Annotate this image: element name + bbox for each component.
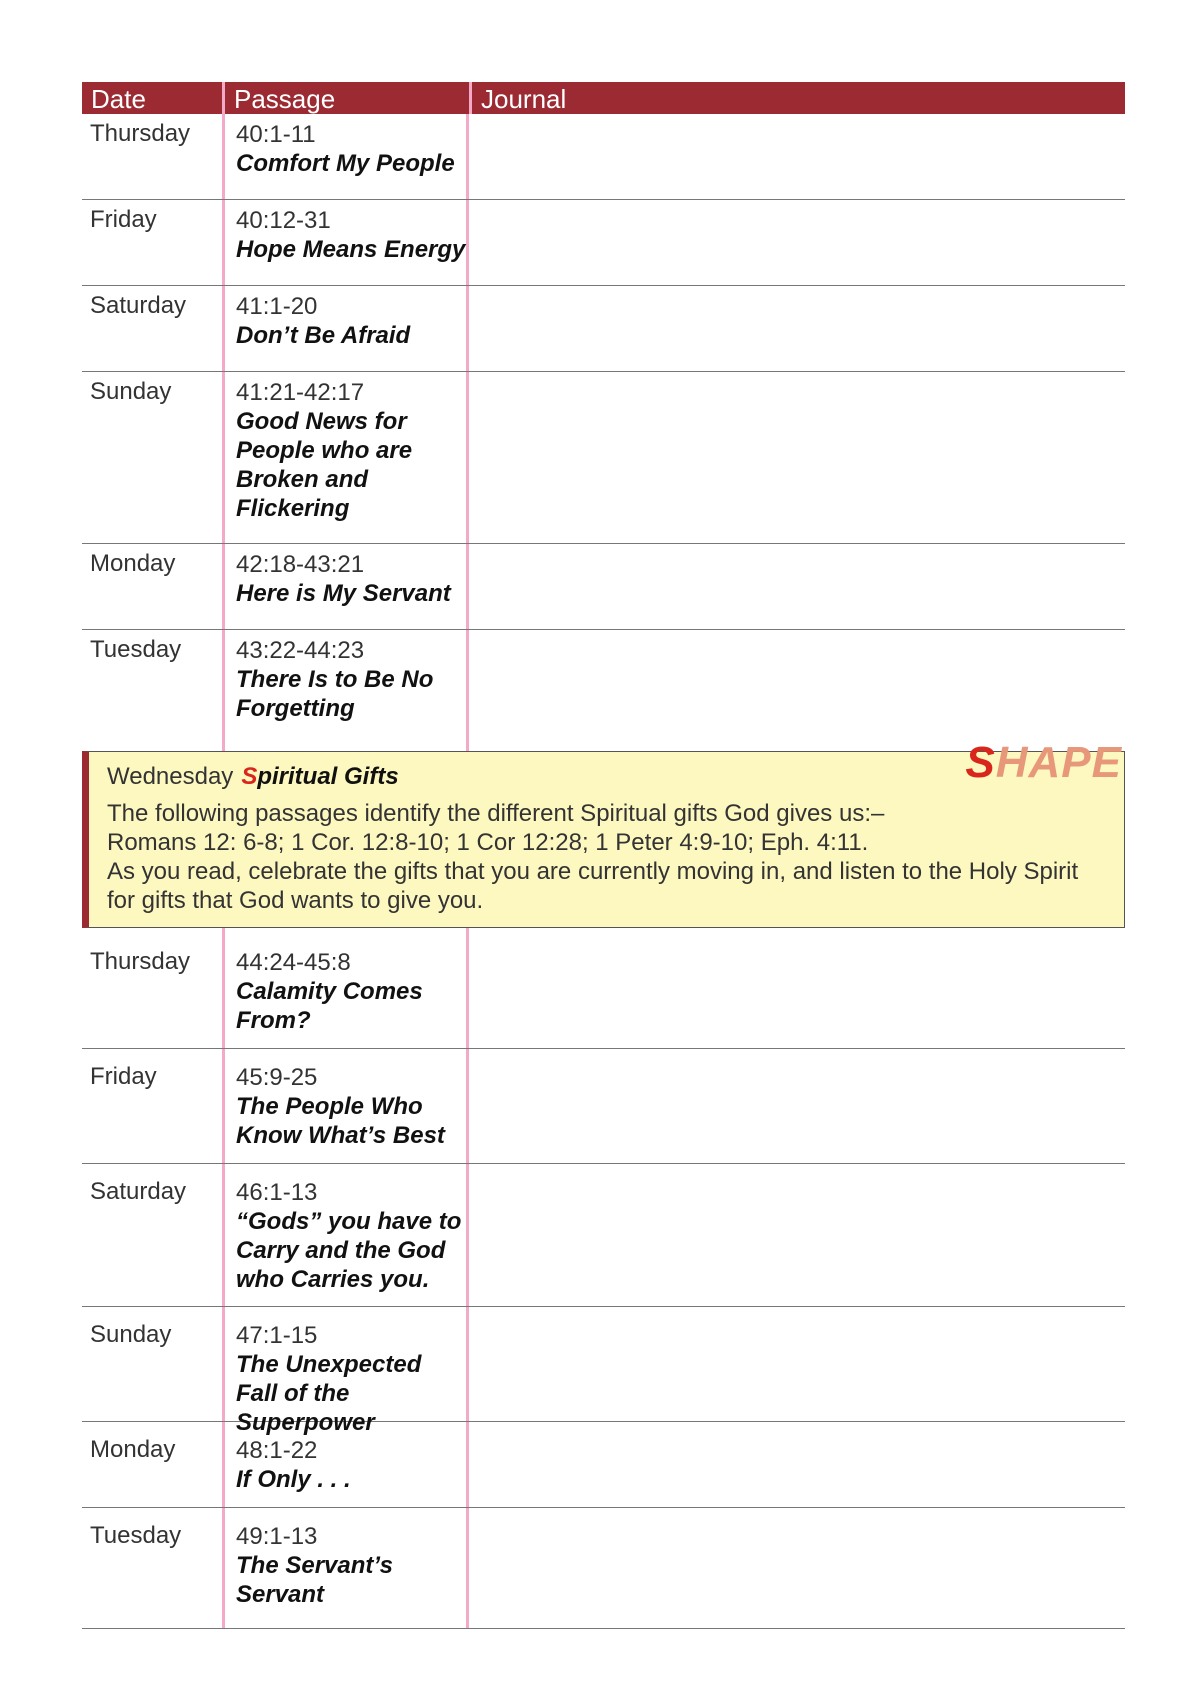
journal-cell[interactable] [469, 286, 1125, 371]
row-passage [222, 928, 469, 1048]
passage-ref: 47:1-15 [236, 1322, 318, 1349]
row-day: Thursday [90, 120, 191, 147]
row-passage [222, 1422, 469, 1507]
journal-cell[interactable] [469, 1164, 1125, 1306]
passage-ref: 40:12-31 [236, 207, 331, 234]
journal-cell[interactable] [469, 1307, 1125, 1421]
table-row [82, 1422, 1125, 1508]
shape-logo: SHAPE [965, 738, 1122, 787]
passage-title: If Only . . . [236, 1466, 351, 1493]
callout-intro: The following passages identify the different Spiritual gifts God gives us:– [107, 800, 885, 827]
passage-title: The People Who Know What’s Best [236, 1093, 445, 1149]
callout-heading [107, 762, 1110, 791]
passage-ref: 46:1-13 [236, 1179, 318, 1206]
row-day: Thursday [90, 948, 191, 975]
passage-ref: 41:21-42:17 [236, 379, 365, 406]
passage-title: There Is to Be No Forgetting [236, 666, 434, 722]
journal-cell[interactable] [469, 630, 1125, 751]
passage-title: The Unexpected Fall of the Superpower [236, 1351, 422, 1436]
row-passage [222, 1307, 469, 1436]
row-passage [222, 1164, 469, 1306]
table-header [82, 82, 1125, 114]
header-date: Date [91, 84, 146, 114]
table-row [82, 286, 1125, 372]
row-passage [222, 286, 469, 371]
journal-cell[interactable] [469, 1049, 1125, 1163]
row-day: Sunday [90, 1321, 172, 1348]
table-row [82, 1164, 1125, 1307]
journal-cell[interactable] [469, 200, 1125, 285]
callout-instruction: As you read, celebrate the gifts that you are currently moving in, and listen to the Holy Spirit for gifts that God wants to give you. [107, 858, 1079, 914]
passage-ref: 48:1-22 [236, 1437, 318, 1464]
passage-title: Here is My Servant [236, 580, 451, 607]
passage-ref: 40:1-11 [236, 121, 316, 148]
passage-ref: 43:22-44:23 [236, 637, 365, 664]
journal-cell[interactable] [469, 372, 1125, 543]
row-passage [222, 544, 469, 629]
table-row [82, 928, 1125, 1049]
journal-table [82, 82, 1125, 1629]
row-day: Monday [90, 1436, 176, 1463]
row-day: Monday [90, 550, 176, 577]
passage-title: Hope Means Energy [236, 236, 466, 263]
passage-ref: 45:9-25 [236, 1064, 318, 1091]
table-row [82, 1049, 1125, 1164]
passage-ref: 49:1-13 [236, 1523, 318, 1550]
header-journal: Journal [469, 82, 1125, 114]
row-day: Saturday [90, 1178, 187, 1205]
passage-ref: 44:24-45:8 [236, 949, 351, 976]
table-row [82, 630, 1125, 751]
row-day: Sunday [90, 378, 172, 405]
table-row [82, 544, 1125, 630]
journal-cell[interactable] [469, 544, 1125, 629]
row-day: Friday [90, 1063, 157, 1090]
row-passage [222, 1049, 469, 1163]
row-passage [222, 114, 469, 199]
table-row [82, 1307, 1125, 1436]
passage-title: Calamity Comes From? [236, 978, 423, 1034]
table-row [82, 114, 1125, 200]
callout-references: Romans 12: 6-8; 1 Cor. 12:8-10; 1 Cor 12:28; 1 Peter 4:9-10; Eph. 4:11. [107, 829, 869, 856]
journal-cell[interactable] [469, 928, 1125, 1048]
journal-cell[interactable] [469, 1422, 1125, 1507]
table-row [82, 200, 1125, 286]
row-passage [222, 1508, 469, 1628]
passage-title: Don’t Be Afraid [236, 322, 411, 349]
passage-title: The Servant’s Servant [236, 1552, 393, 1608]
table-row [82, 372, 1125, 544]
passage-ref: 41:1-20 [236, 293, 318, 320]
passage-title: Comfort My People [236, 150, 455, 177]
callout-day: Wednesday [107, 763, 234, 790]
journal-cell[interactable] [469, 114, 1125, 199]
table-row [82, 1508, 1125, 1629]
row-day: Tuesday [90, 1522, 182, 1549]
callout-title: Spiritual Gifts [241, 763, 399, 790]
passage-title: “Gods” you have to Carry and the God who Carries you. [236, 1208, 462, 1293]
row-day: Tuesday [90, 636, 182, 663]
row-passage [222, 630, 469, 751]
shape-callout [82, 738, 1125, 928]
row-day: Saturday [90, 292, 187, 319]
journal-cell[interactable] [469, 1508, 1125, 1628]
row-passage [222, 200, 469, 285]
row-passage [222, 372, 469, 543]
row-day: Friday [90, 206, 157, 233]
header-passage: Passage [222, 82, 469, 114]
passage-title: Good News for People who are Broken and Flickering [236, 408, 413, 522]
passage-ref: 42:18-43:21 [236, 551, 365, 578]
